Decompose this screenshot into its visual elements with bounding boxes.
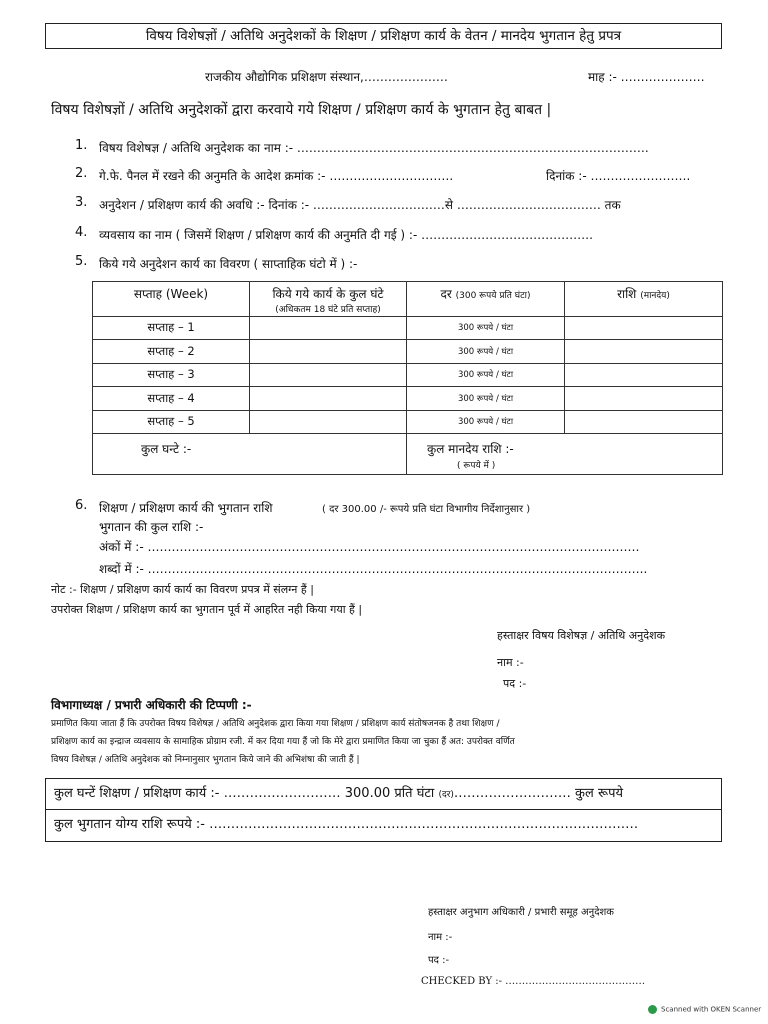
- header-rate: दर (300 रूपये प्रति घंटा): [407, 282, 565, 317]
- table-row: [93, 340, 723, 363]
- summary-hours-text: कुल घन्टें शिक्षण / प्रशिक्षण कार्य :- ……………………… 300.00 प्रति घंटा: [54, 786, 435, 801]
- scanner-logo-icon: [648, 1005, 657, 1014]
- week-cell: सप्ताह – 4: [93, 387, 250, 410]
- signature-officer-label: हस्ताक्षर अनुभाग अधिकारी / प्रभारी समूह अनुदेशक: [428, 907, 614, 918]
- week-cell: सप्ताह – 5: [93, 410, 250, 433]
- weekly-hours-table: [92, 281, 723, 475]
- item-1-number: 1.: [75, 138, 88, 153]
- remarks-line-2: प्रशिक्षण कार्य का इन्द्राज व्यवसाय के सामाहिक प्रोग्राम रजी. में कर दिया गया हैं जो कि मेरे द्वारा प्रमाणित किया जा चुका हैं अत: उपरोक्त वर्णित: [51, 737, 515, 747]
- signature-expert-post: पद :-: [503, 677, 527, 690]
- week-cell: सप्ताह – 2: [93, 340, 250, 363]
- rate-cell: 300 रूपये / घंटा: [407, 387, 565, 410]
- table-row: [93, 410, 723, 433]
- header-week: सप्ताह (Week): [93, 282, 250, 317]
- table-header-row: [93, 282, 723, 317]
- remarks-heading: विभागाध्यक्ष / प्रभारी अधिकारी की टिप्पणी :-: [51, 698, 252, 712]
- total-hours-cell[interactable]: कुल घन्टे :-: [93, 434, 407, 475]
- hours-cell[interactable]: [250, 363, 407, 386]
- institute-line: राजकीय औद्योगिक प्रशिक्षण संस्थान,…………………: [205, 70, 448, 84]
- scanner-watermark: Scanned with OKEN Scanner: [648, 1005, 761, 1014]
- amount-cell[interactable]: [565, 387, 723, 410]
- amount-cell[interactable]: [565, 340, 723, 363]
- remarks-line-3: विषय विशेषज्ञ / अतिथि अनुदेशक को निम्नानुसार भुगतान किये जाने की अभिशंषा की जाती हैं |: [51, 755, 360, 765]
- hours-cell[interactable]: [250, 340, 407, 363]
- table-row: [93, 363, 723, 386]
- hours-cell[interactable]: [250, 316, 407, 339]
- amount-cell[interactable]: [565, 410, 723, 433]
- signature-expert-name: नाम :-: [497, 656, 524, 669]
- item-2-number: 2.: [75, 166, 88, 181]
- summary-total-rupees: ……………………… कुल रूपये: [453, 786, 624, 801]
- total-honorarium-cell[interactable]: कुल मानदेय राशि :- ( रूपये में ): [407, 434, 723, 475]
- summary-payable-box: [45, 810, 722, 842]
- item-2-date: दिनांक :- …………………….: [546, 169, 691, 183]
- signature-expert-label: हस्ताक्षर विषय विशेषज्ञ / अतिथि अनुदेशक: [497, 629, 666, 642]
- amount-cell[interactable]: [565, 316, 723, 339]
- rate-cell: 300 रूपये / घंटा: [407, 363, 565, 386]
- header-hours: किये गये कार्य के कुल घंटे (अधिकतम 18 घंटे प्रति सप्ताह): [250, 282, 407, 317]
- item-6-rate-note: ( दर 300.00 /- रूपये प्रति घंटा विभागीय निर्देशानुसार ): [322, 504, 531, 515]
- rate-cell: 300 रूपये / घंटा: [407, 340, 565, 363]
- hours-cell[interactable]: [250, 410, 407, 433]
- signature-officer-post: पद :-: [428, 955, 450, 966]
- item-2-text: गे.फे. पैनल में रखने की अनुमति के आदेश क्रमांक :- ………………………….: [99, 169, 454, 183]
- table-total-row: [93, 434, 723, 475]
- item-3-number: 3.: [75, 195, 88, 210]
- header-amount: राशि (मानदेय): [565, 282, 723, 317]
- amount-in-words: शब्दों में :- ……………………………………………………………………………………………………………..: [99, 562, 648, 576]
- subject-line: विषय विशेषज्ञों / अतिथि अनुदेशकों द्वारा करवाये गये शिक्षण / प्रशिक्षण कार्य के भुगतान हेतु बाबत |: [51, 102, 552, 118]
- item-6-number: 6.: [75, 498, 88, 513]
- summary-hours-box: [45, 778, 722, 810]
- item-5-text: किये गये अनुदेशन कार्य का विवरण ( साप्ताहिक घंटो में ) :-: [99, 257, 358, 271]
- summary-rate-tag: (दर): [438, 790, 454, 800]
- item-1-text: विषय विशेषज्ञ / अतिथि अनुदेशक का नाम :- …………………………………………………………………………….: [99, 141, 649, 155]
- item-4-number: 4.: [75, 225, 88, 240]
- rate-cell: 300 रूपये / घंटा: [407, 410, 565, 433]
- signature-officer-name: नाम :-: [428, 932, 453, 943]
- total-payment-label: भुगतान की कुल राशि :-: [99, 520, 204, 534]
- rate-cell: 300 रूपये / घंटा: [407, 316, 565, 339]
- summary-payable-text: कुल भुगतान योग्य राशि रूपये :- ………………………………………………………………………………………: [54, 817, 639, 832]
- form-title: विषय विशेषज्ञों / अतिथि अनुदेशकों के शिक्षण / प्रशिक्षण कार्य के वेतन / मानदेय भुगतान हेतु प्रपत्र: [45, 23, 722, 49]
- table-row: [93, 316, 723, 339]
- amount-in-digits: अंकों में :- ……………………………………………………………………………………………………………: [99, 540, 640, 554]
- item-3-text: अनुदेशन / प्रशिक्षण कार्य की अवधि :- दिनांक :- ……………………………से ……………………………… तक: [99, 198, 621, 212]
- week-cell: सप्ताह – 1: [93, 316, 250, 339]
- checked-by-line: CHECKED BY :- ……………………………………: [421, 976, 646, 987]
- week-cell: सप्ताह – 3: [93, 363, 250, 386]
- item-5-number: 5.: [75, 254, 88, 269]
- note-attachment: नोट :- शिक्षण / प्रशिक्षण कार्य कार्य का विवरण प्रपत्र में संलग्न हैं |: [51, 583, 314, 596]
- amount-cell[interactable]: [565, 363, 723, 386]
- note-not-drawn: उपरोक्त शिक्षण / प्रशिक्षण कार्य का भुगतान पूर्व में आहरित नही किया गया हैं |: [51, 603, 363, 616]
- hours-cell[interactable]: [250, 387, 407, 410]
- remarks-line-1: प्रमाणित किया जाता हैं कि उपरोक्त विषय विशेषज्ञ / अतिथि अनुदेशक द्वारा किया गया शिक्षण / प्रशिक्षण कार्य संतोषजनक है तथा शिक्षण /: [51, 719, 500, 729]
- month-line: माह :- …………………: [588, 70, 705, 84]
- item-4-text: व्यवसाय का नाम ( जिसमें शिक्षण / प्रशिक्षण कार्य की अनुमति दी गई ) :- …………………………………….: [99, 228, 593, 242]
- item-6-text: शिक्षण / प्रशिक्षण कार्य की भुगतान राशि: [99, 501, 273, 515]
- table-row: [93, 387, 723, 410]
